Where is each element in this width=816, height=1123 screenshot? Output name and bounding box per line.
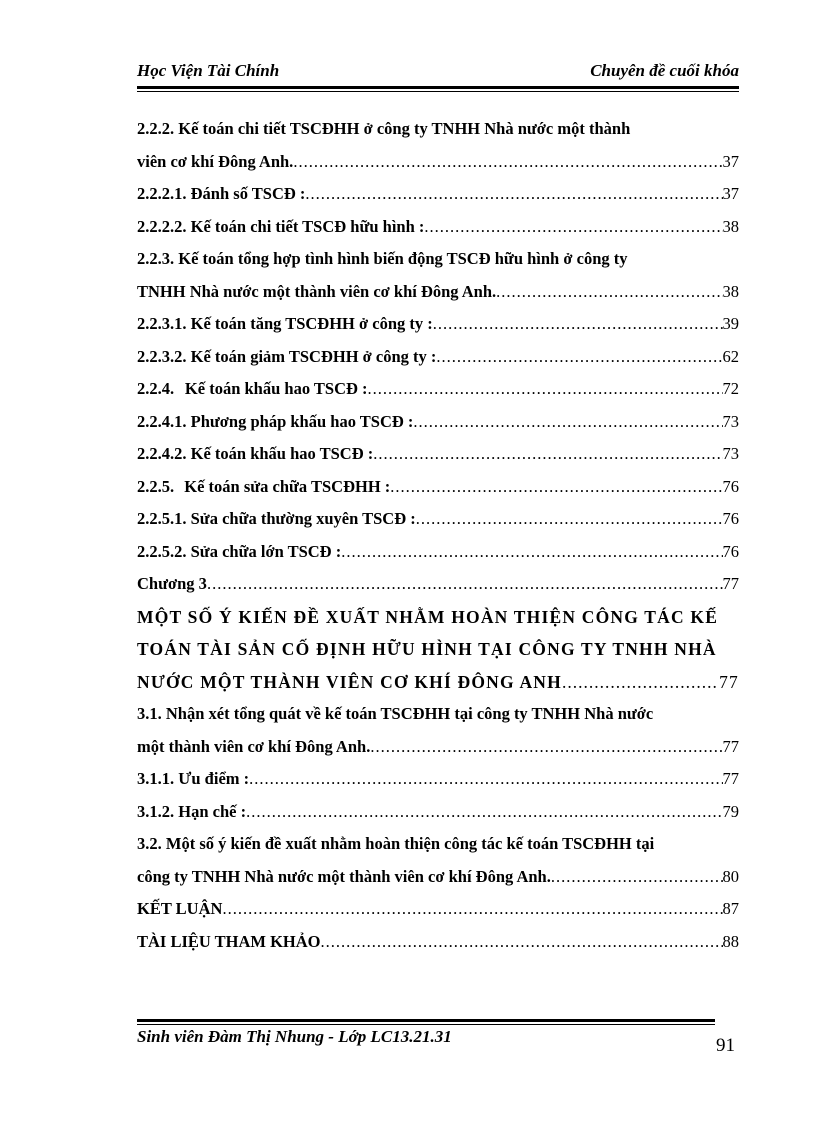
toc-entry-page: 80 <box>722 866 739 886</box>
toc-leader-dots <box>424 211 722 244</box>
toc-entry-title: KẾT LUẬN <box>137 899 223 918</box>
toc-entry <box>137 536 739 569</box>
toc-entry-title: 2.2.3. Kế toán tổng hợp tình hình biến động TSCĐ hữu hình ở công ty <box>137 249 628 268</box>
header-rule-thin <box>137 91 739 92</box>
toc-entry <box>137 276 739 309</box>
toc-entry-title: 2.2.4.1. Phương pháp khấu hao TSCĐ : <box>137 411 414 431</box>
toc-entry <box>137 341 739 374</box>
toc-leader-dots <box>390 471 722 504</box>
toc-entry-title: TOÁN TÀI SẢN CỐ ĐỊNH HỮU HÌNH TẠI CÔNG TY TNHH NHÀ <box>137 639 717 659</box>
page-header <box>137 61 739 89</box>
toc-leader-dots <box>562 666 719 699</box>
toc-entry <box>137 568 739 601</box>
toc-entry-number: 2.2.4. <box>137 379 175 398</box>
toc-leader-dots <box>249 763 722 796</box>
toc-entry-title: MỘT SỐ Ý KIẾN ĐỀ XUẤT NHẰM HOÀN THIỆN CÔNG TÁC KẾ <box>137 606 719 627</box>
toc-entry-title: viên cơ khí Đông Anh. <box>137 151 294 171</box>
toc-entry <box>137 601 739 634</box>
toc-leader-dots <box>321 926 723 959</box>
toc-entry-page: 38 <box>722 216 739 236</box>
page-number: 91 <box>716 1035 735 1056</box>
toc-leader-dots <box>370 731 722 764</box>
toc-entry-title: một thành viên cơ khí Đông Anh. <box>137 736 371 756</box>
toc-entry <box>137 731 739 764</box>
toc-entry-page: 73 <box>722 411 739 431</box>
header-rule <box>137 86 739 89</box>
toc-entry <box>137 471 739 504</box>
toc-entry-title: Chương 3 <box>137 574 207 593</box>
toc-entry <box>137 796 739 829</box>
toc-entry <box>137 926 739 959</box>
footer-student: Sinh viên Đàm Thị Nhung - Lớp LC13.21.31 <box>137 1027 452 1046</box>
toc-entry-title: 3.1.2. Hạn chế : <box>137 801 247 821</box>
toc-entry <box>137 763 739 796</box>
toc-entry-page: 37 <box>722 184 739 203</box>
toc-leader-dots <box>373 438 722 471</box>
toc-entry-page: 72 <box>722 379 739 398</box>
toc-entry-page: 76 <box>722 541 739 561</box>
toc-entry <box>137 861 739 894</box>
footer-rule-thin <box>137 1024 715 1025</box>
toc-leader-dots <box>496 276 722 309</box>
toc-leader-dots <box>207 568 723 601</box>
toc-entry-title: 2.2.5.2. Sửa chữa lớn TSCĐ : <box>137 541 342 561</box>
toc-entry-title: 3.1. Nhận xét tổng quát về kế toán TSCĐHH tại công ty TNHH Nhà nước <box>137 704 654 723</box>
toc-entry-title: 2.2.4.2. Kế toán khấu hao TSCĐ : <box>137 444 374 463</box>
toc-entry-title: 3.2. Một số ý kiến đề xuất nhằm hoàn thiện công tác kế toán TSCĐHH tại <box>137 834 655 853</box>
toc-entry-title: Kế toán sửa chữa TSCĐHH : <box>184 476 391 496</box>
toc-entry-title: 2.2.3.2. Kế toán giảm TSCĐHH ở công ty : <box>137 346 437 366</box>
toc-entry-page: 37 <box>722 151 739 171</box>
toc-entry <box>137 406 739 439</box>
toc-entry-title: 2.2.3.1. Kế toán tăng TSCĐHH ở công ty : <box>137 314 433 333</box>
footer-rule <box>137 1019 715 1022</box>
toc-entry <box>137 373 739 406</box>
toc-entry-page: 87 <box>722 899 739 918</box>
toc-entry-page: 77 <box>722 769 739 788</box>
toc-entry <box>137 633 739 666</box>
toc-entry <box>137 146 739 179</box>
toc-entry-page: 73 <box>722 444 739 463</box>
toc-leader-dots <box>413 406 722 439</box>
toc-entry-title: 2.2.2. Kế toán chi tiết TSCĐHH ở công ty TNHH Nhà nước một thành <box>137 119 631 138</box>
toc-entry-number: 2.2.5. <box>137 476 175 496</box>
toc-entry-page: 62 <box>722 346 739 366</box>
header-document-type: Chuyên đề cuối khóa <box>590 61 739 80</box>
toc-entry-page: 77 <box>722 574 739 593</box>
toc-entry-page: 88 <box>722 931 739 951</box>
header-institution: Học Viện Tài Chính <box>137 61 280 80</box>
toc-entry-page: 39 <box>722 314 739 333</box>
toc-leader-dots <box>341 536 722 569</box>
toc-entry <box>137 113 739 146</box>
toc-entry-title: 2.2.2.1. Đánh số TSCĐ : <box>137 184 306 203</box>
toc-entry-title: 3.1.1. Ưu điểm : <box>137 769 250 788</box>
toc-entry <box>137 211 739 244</box>
toc-entry-title: NƯỚC MỘT THÀNH VIÊN CƠ KHÍ ĐÔNG ANH <box>137 671 562 692</box>
toc-entry <box>137 438 739 471</box>
toc-leader-dots <box>305 178 722 211</box>
table-of-contents <box>137 113 739 958</box>
toc-entry-title: TNHH Nhà nước một thành viên cơ khí Đông Anh. <box>137 281 497 301</box>
toc-entry-page: 38 <box>722 281 739 301</box>
toc-entry-title: Kế toán khấu hao TSCĐ : <box>184 379 368 398</box>
toc-entry <box>137 503 739 536</box>
toc-entry-page: 76 <box>722 476 739 496</box>
toc-entry <box>137 698 739 731</box>
toc-entry-title: 2.2.5.1. Sửa chữa thường xuyên TSCĐ : <box>137 509 416 528</box>
toc-entry <box>137 893 739 926</box>
toc-leader-dots <box>293 146 722 179</box>
toc-entry-title: 2.2.2.2. Kế toán chi tiết TSCĐ hữu hình : <box>137 216 425 236</box>
toc-entry-title: TÀI LIỆU THAM KHẢO <box>137 931 321 951</box>
toc-entry <box>137 828 739 861</box>
toc-entry-page: 77 <box>719 671 739 692</box>
toc-entry <box>137 308 739 341</box>
toc-entry-page: 79 <box>722 801 739 821</box>
toc-leader-dots <box>246 796 722 829</box>
toc-leader-dots <box>436 341 722 374</box>
toc-entry <box>137 666 739 699</box>
toc-leader-dots <box>433 308 723 341</box>
toc-entry-page: 76 <box>722 509 739 528</box>
toc-leader-dots <box>222 893 722 926</box>
toc-entry-title: công ty TNHH Nhà nước một thành viên cơ khí Đông Anh. <box>137 866 551 886</box>
toc-entry <box>137 178 739 211</box>
toc-leader-dots <box>551 861 723 894</box>
toc-entry <box>137 243 739 276</box>
toc-entry-page: 77 <box>722 736 739 756</box>
toc-leader-dots <box>416 503 723 536</box>
toc-leader-dots <box>368 373 723 406</box>
